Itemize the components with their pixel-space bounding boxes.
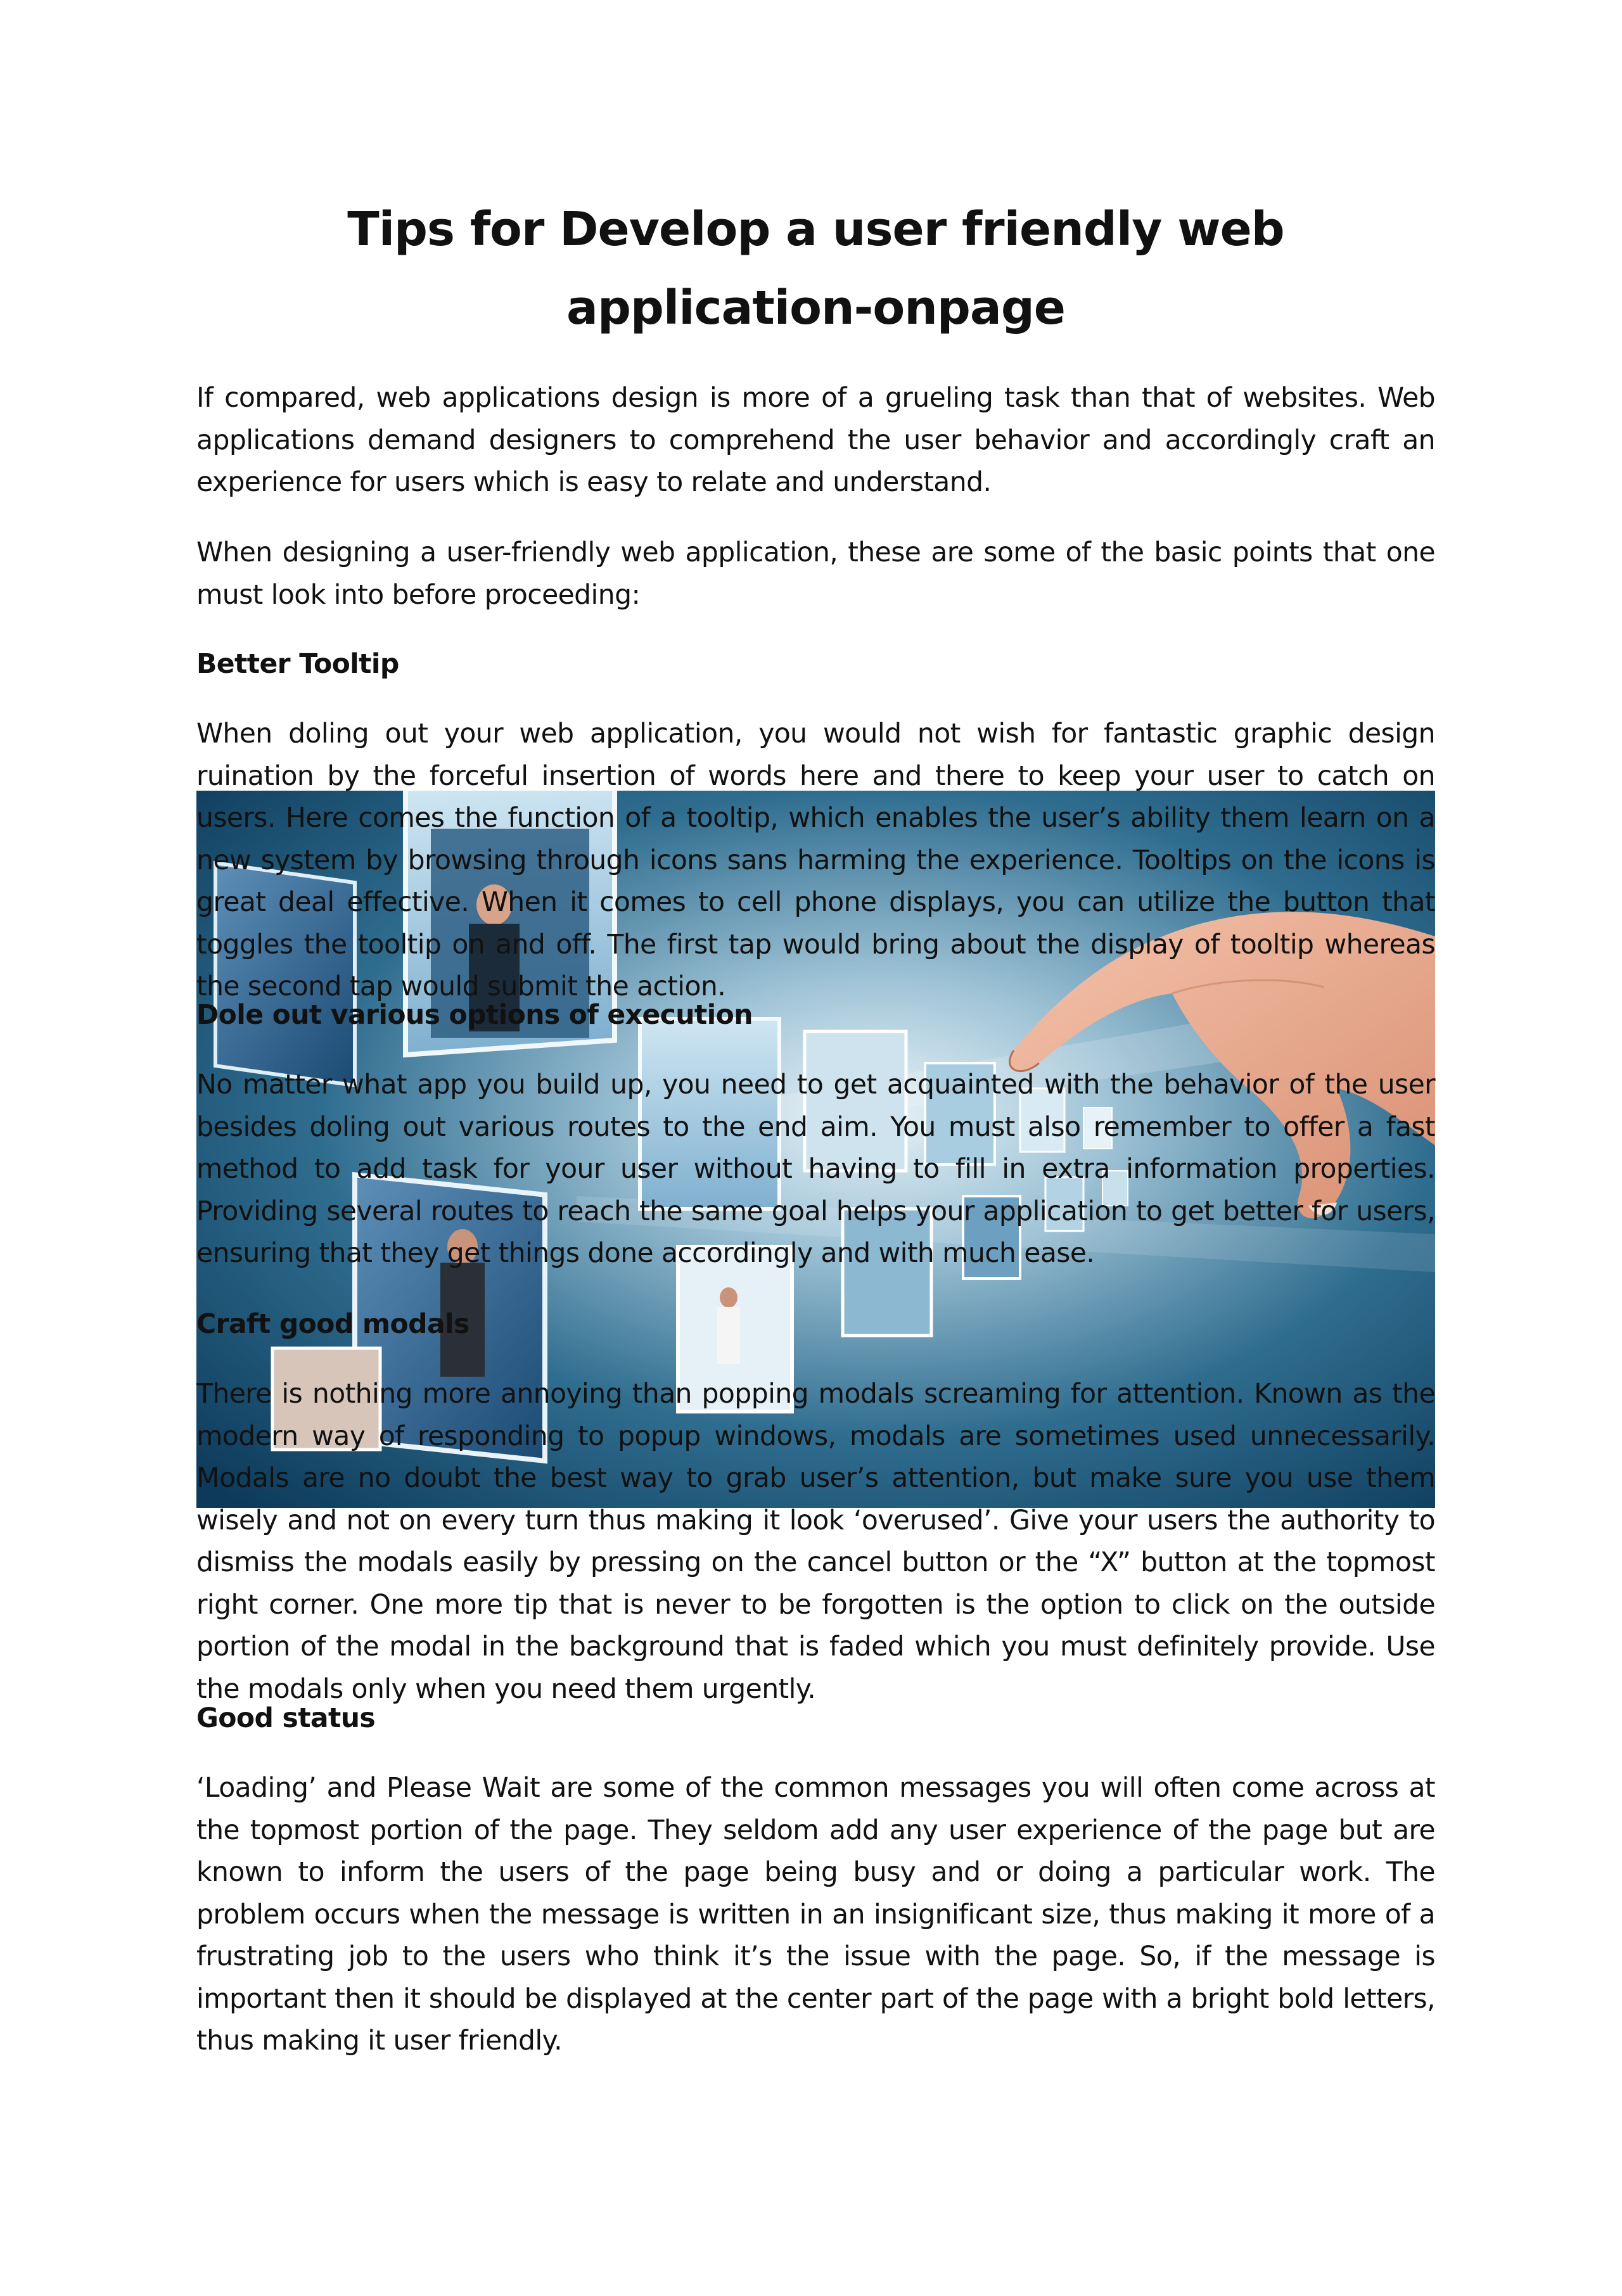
section-text-better-tooltip: When doling out your web application, you would not wish for fantastic graphic design ruination by the forceful insertion of words here and there to keep your user to catch on users. Here comes the function of a tooltip, which enables the user’s ability them learn on a new system by browsing through icons sans harming the experience. Tooltips on the icons is great deal effective. When it comes to cell phone displays, you can utilize the button that toggles the tooltip on and off. The first tap would bring about the display of tooltip whereas the second tap would submit the action. — [196, 718, 1435, 1002]
page-title: Tips for Develop a user friendly web application-onpage — [347, 202, 1284, 335]
intro-paragraph: If compared, web applications design is more of a grueling task than that of websites. Web applications demand designers to comprehend the user behavior and accordingly craft an experience for users which is easy to relate and understand. — [196, 383, 1435, 498]
section-heading-execution-options: Dole out various options of execution — [196, 1000, 753, 1031]
section-heading-better-tooltip: Better Tooltip — [196, 649, 399, 680]
lead-paragraph: When designing a user-friendly web application, these are some of the basic points that one must look into before proceeding: — [196, 537, 1435, 611]
section-text-execution-options: No matter what app you build up, you need to get acquainted with the behavior of the user besides doling out various routes to the end aim. You must also remember to offer a fast method to add task for your user without having to fill in extra information properties. Providing several routes to reach the same goal helps your application to get better for users, ensuring that they get things done accordingly and with much ease. — [196, 1069, 1435, 1269]
section-heading-craft-good-modals: Craft good modals — [196, 1309, 469, 1340]
section-text-good-status: ‘Loading’ and Please Wait are some of the common messages you will often come across at the topmost portion of the page. They seldom add any user experience of the page but are known to inform the users of the page being busy and or doing a particular work. The problem occurs when the message is written in an insignificant size, thus making it more of a frustrating job to the users who think it’s the issue with the page. So, if the message is important then it should be displayed at the center part of the page with a bright bold letters, thus making it user friendly. — [196, 1773, 1435, 2057]
section-text-craft-good-modals: There is nothing more annoying than popping modals screaming for attention. Known as the modern way of responding to popup windows, modals are sometimes used unnecessarily. Modals are no doubt the best way to grab user’s attention, but make sure you use them wisely and not on every turn thus making it look ‘overused’. Give your users the authority to dismiss the modals easily by pressing on the cancel button or the “X” button at the topmost right corner. One more tip that is never to be forgotten is the option to click on the outside portion of the modal in the background that is faded which you must definitely provide. Use the modals only when you need them urgently. — [196, 1379, 1435, 1705]
section-heading-good-status: Good status — [196, 1703, 376, 1734]
